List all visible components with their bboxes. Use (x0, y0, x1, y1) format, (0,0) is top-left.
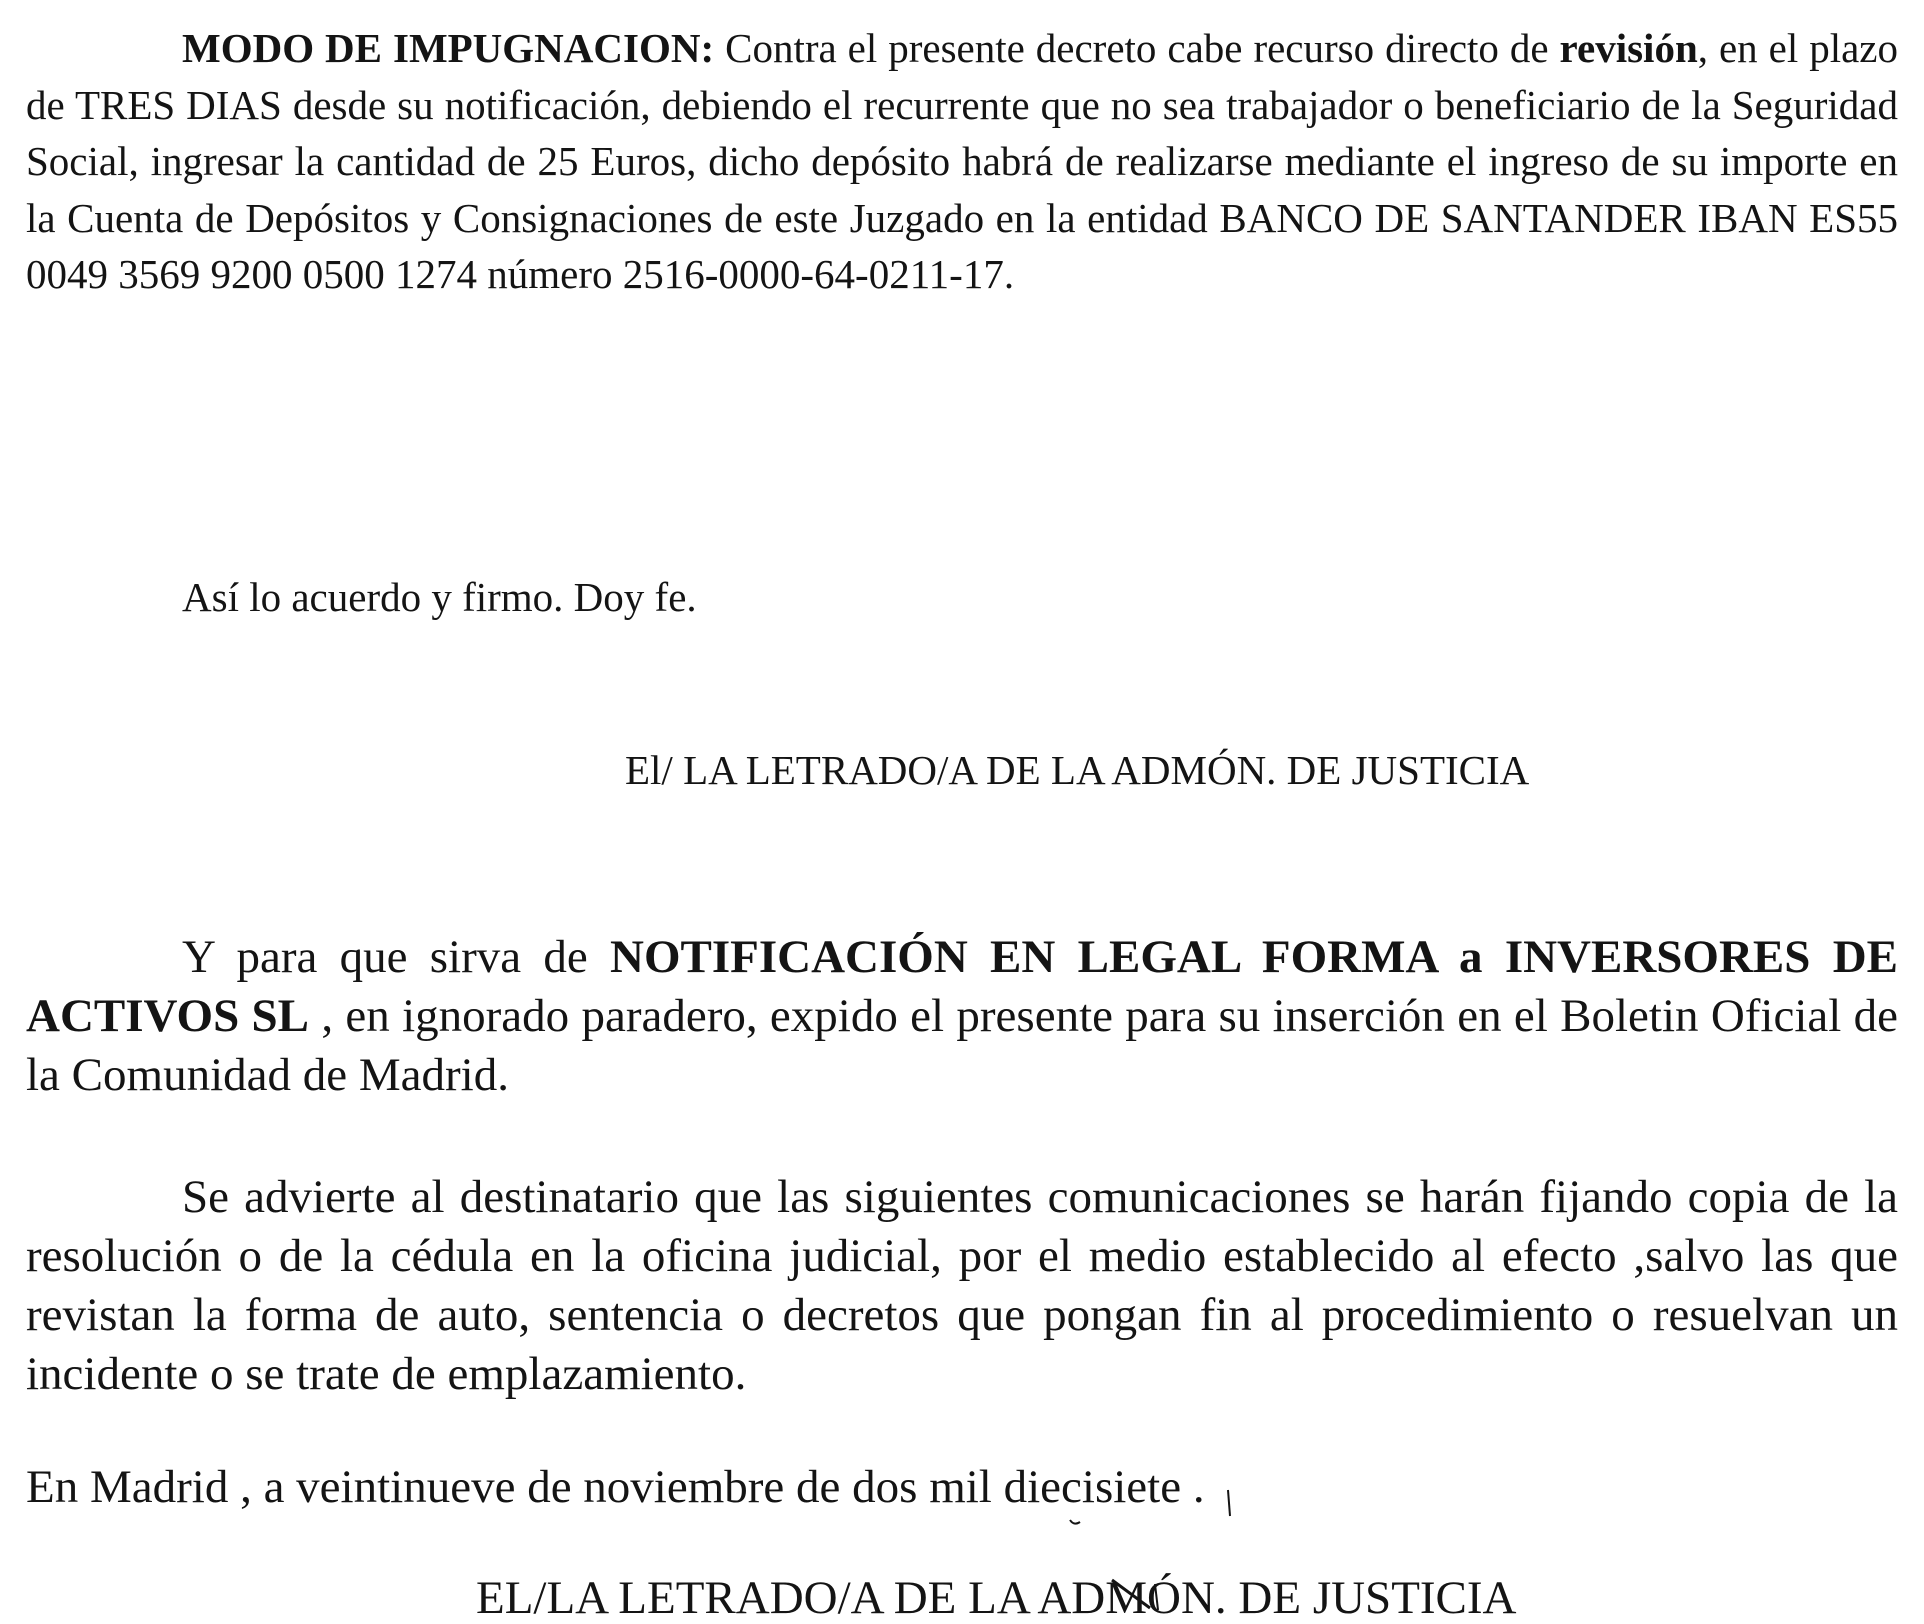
impugnacion-paragraph (26, 20, 1898, 303)
notificacion-bold: NOTIFICACIÓN EN LEGAL FORMA a INVERSORES DE ACTIVOS SL (26, 931, 1898, 1042)
impugnacion-label: MODO DE IMPUGNACION: (182, 25, 715, 71)
revision-term: revisión (1559, 25, 1698, 71)
notificacion-paragraph (26, 928, 1898, 1105)
signature-title-1: El/ LA LETRADO/A DE LA ADMÓN. DE JUSTICIA (625, 747, 1530, 793)
signature-title-2: EL/LA LETRADO/A DE LA ADMÓN. DE JUSTICIA (476, 1572, 1517, 1624)
acuerdo-line: Así lo acuerdo y firmo. Doy fe. (182, 574, 697, 620)
notificacion-text-1: Y para que sirva de (182, 931, 611, 983)
impugnacion-text-1: Contra el presente decreto cabe recurso directo de (714, 25, 1560, 71)
handwritten-signature-mark (1050, 1460, 1270, 1610)
impugnacion-text-2: , en el plazo de TRES DIAS desde su notificación, debiendo el recurrente que no sea trabajador o beneficiario de la Seguridad Social, ingresar la cantidad de 25 Euros, dicho depósito habrá de realizarse mediante el ingreso de su importe en la Cuenta de Depósitos y Consignaciones de este Juzgado en la entidad BANCO DE SANTANDER IBAN ES55 0049 3569 9200 0500 1274 número 2516-0000-64-0211-17. (26, 25, 1898, 297)
fecha-line: En Madrid , a veintinueve de noviembre de dos mil diecisiete . (26, 1461, 1205, 1513)
advertencia-paragraph: Se advierte al destinatario que las siguientes comunicaciones se harán fijando copia de la resolución o de la cédula en la oficina judicial, por el medio establecido al efecto ,salvo las que revistan la forma de auto, sentencia o decretos que pongan fin al procedimiento o resuelvan un incidente o se trate de emplazamiento. (26, 1171, 1898, 1400)
notificacion-text-2: , en ignorado paradero, expido el presente para su inserción en el Boletin Oficial de la Comunidad de Madrid. (26, 990, 1898, 1101)
